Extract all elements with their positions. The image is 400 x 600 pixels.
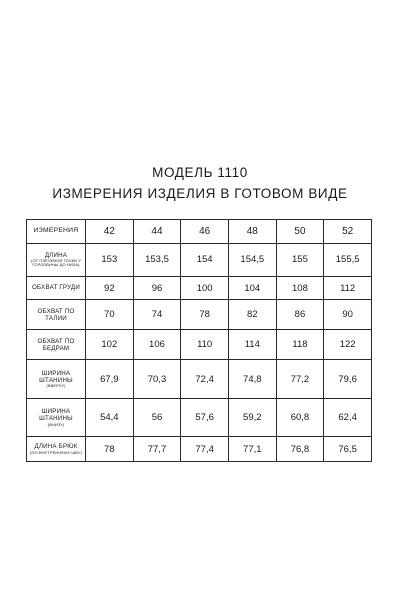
- measurement-label-cell: [27, 330, 86, 360]
- measurement-value-cell: 77,1: [228, 437, 276, 462]
- measurement-value-cell: 108: [276, 276, 324, 300]
- measurement-value-cell: 106: [133, 330, 181, 360]
- measurement-value-cell: 92: [86, 276, 134, 300]
- measurement-label: ОБХВАТ ГРУДИ: [32, 284, 80, 292]
- measurement-value-cell: 154: [181, 243, 229, 276]
- measurement-value-cell: 82: [228, 300, 276, 330]
- measurement-label: ДЛИНА БРЮК: [34, 443, 78, 451]
- measurement-sublabel: (ВВЕРХУ): [46, 382, 66, 388]
- measurement-value-cell: 79,6: [324, 360, 372, 399]
- measurement-value-cell: 72,4: [181, 360, 229, 399]
- measurement-value-cell: 122: [324, 330, 372, 360]
- size-header-cell: 46: [181, 220, 229, 244]
- measurement-value-cell: 60,8: [276, 398, 324, 437]
- size-chart-table: [26, 219, 372, 462]
- measurement-value-cell: 110: [181, 330, 229, 360]
- measurement-value-cell: 102: [86, 330, 134, 360]
- size-header-cell: 52: [324, 220, 372, 244]
- measurement-value-cell: 76,8: [276, 437, 324, 462]
- measurement-value-cell: 74: [133, 300, 181, 330]
- measurement-value-cell: 57,6: [181, 398, 229, 437]
- measurement-label-cell: [27, 398, 86, 437]
- measurement-value-cell: 154,5: [228, 243, 276, 276]
- table-row: [27, 437, 372, 462]
- measurement-value-cell: 59,2: [228, 398, 276, 437]
- measurement-label: ОБХВАТ ПО БЕДРАМ: [37, 337, 75, 352]
- table-row: [27, 360, 372, 399]
- size-header-cell: 48: [228, 220, 276, 244]
- size-header-cell: 42: [86, 220, 134, 244]
- measurement-value-cell: 153: [86, 243, 134, 276]
- measurement-value-cell: 76,5: [324, 437, 372, 462]
- measurement-value-cell: 77,4: [181, 437, 229, 462]
- header-label-cell: ИЗМЕРЕНИЯ: [27, 220, 86, 244]
- measurement-value-cell: 56: [133, 398, 181, 437]
- measurement-label-cell: [27, 243, 86, 276]
- table-row: [27, 243, 372, 276]
- table-header-row: [27, 220, 372, 244]
- measurement-value-cell: 155,5: [324, 243, 372, 276]
- size-header-cell: 44: [133, 220, 181, 244]
- measurement-value-cell: 77,2: [276, 360, 324, 399]
- measurement-label: ШИРИНА ШТАНИНЫ: [39, 369, 73, 384]
- table-row: [27, 276, 372, 300]
- measurement-sublabel: (ОТ ПЛЕЧЕВОЙ ТОЧКИ У ГОРЛОВИНЫ ДО НИЗА): [31, 257, 81, 268]
- measurement-sublabel: (ВНИЗУ): [47, 421, 65, 427]
- measurement-value-cell: 114: [228, 330, 276, 360]
- measurement-value-cell: 86: [276, 300, 324, 330]
- table-row: [27, 398, 372, 437]
- measurement-value-cell: 104: [228, 276, 276, 300]
- measurement-label-cell: [27, 276, 86, 300]
- table-row: [27, 330, 372, 360]
- measurement-value-cell: 74,8: [228, 360, 276, 399]
- measurement-value-cell: 153,5: [133, 243, 181, 276]
- measurement-value-cell: 100: [181, 276, 229, 300]
- measurement-value-cell: 62,4: [324, 398, 372, 437]
- measurement-value-cell: 70: [86, 300, 134, 330]
- measurement-label-cell: [27, 437, 86, 462]
- measurement-value-cell: 77,7: [133, 437, 181, 462]
- measurement-value-cell: 112: [324, 276, 372, 300]
- measurement-label-cell: [27, 300, 86, 330]
- measurement-sublabel: (ПО ВНУТРЕННЕМУ ШВУ): [30, 449, 82, 455]
- measurement-value-cell: 78: [86, 437, 134, 462]
- measurement-value-cell: 78: [181, 300, 229, 330]
- measurement-value-cell: 118: [276, 330, 324, 360]
- table-row: [27, 300, 372, 330]
- measurement-value-cell: 54,4: [86, 398, 134, 437]
- size-header-cell: 50: [276, 220, 324, 244]
- measurement-value-cell: 67,9: [86, 360, 134, 399]
- measurement-label: ДЛИНА: [44, 251, 68, 259]
- measurement-label-cell: [27, 360, 86, 399]
- measurement-label: ШИРИНА ШТАНИНЫ: [39, 408, 73, 423]
- measurement-value-cell: 70,3: [133, 360, 181, 399]
- model-title: МОДЕЛЬ 1110: [152, 165, 248, 180]
- measurement-label: ОБХВАТ ПО ТАЛИИ: [37, 307, 75, 322]
- measurement-value-cell: 90: [324, 300, 372, 330]
- measurement-value-cell: 96: [133, 276, 181, 300]
- measurement-value-cell: 155: [276, 243, 324, 276]
- measurements-title: ИЗМЕРЕНИЯ ИЗДЕЛИЯ В ГОТОВОМ ВИДЕ: [52, 186, 348, 201]
